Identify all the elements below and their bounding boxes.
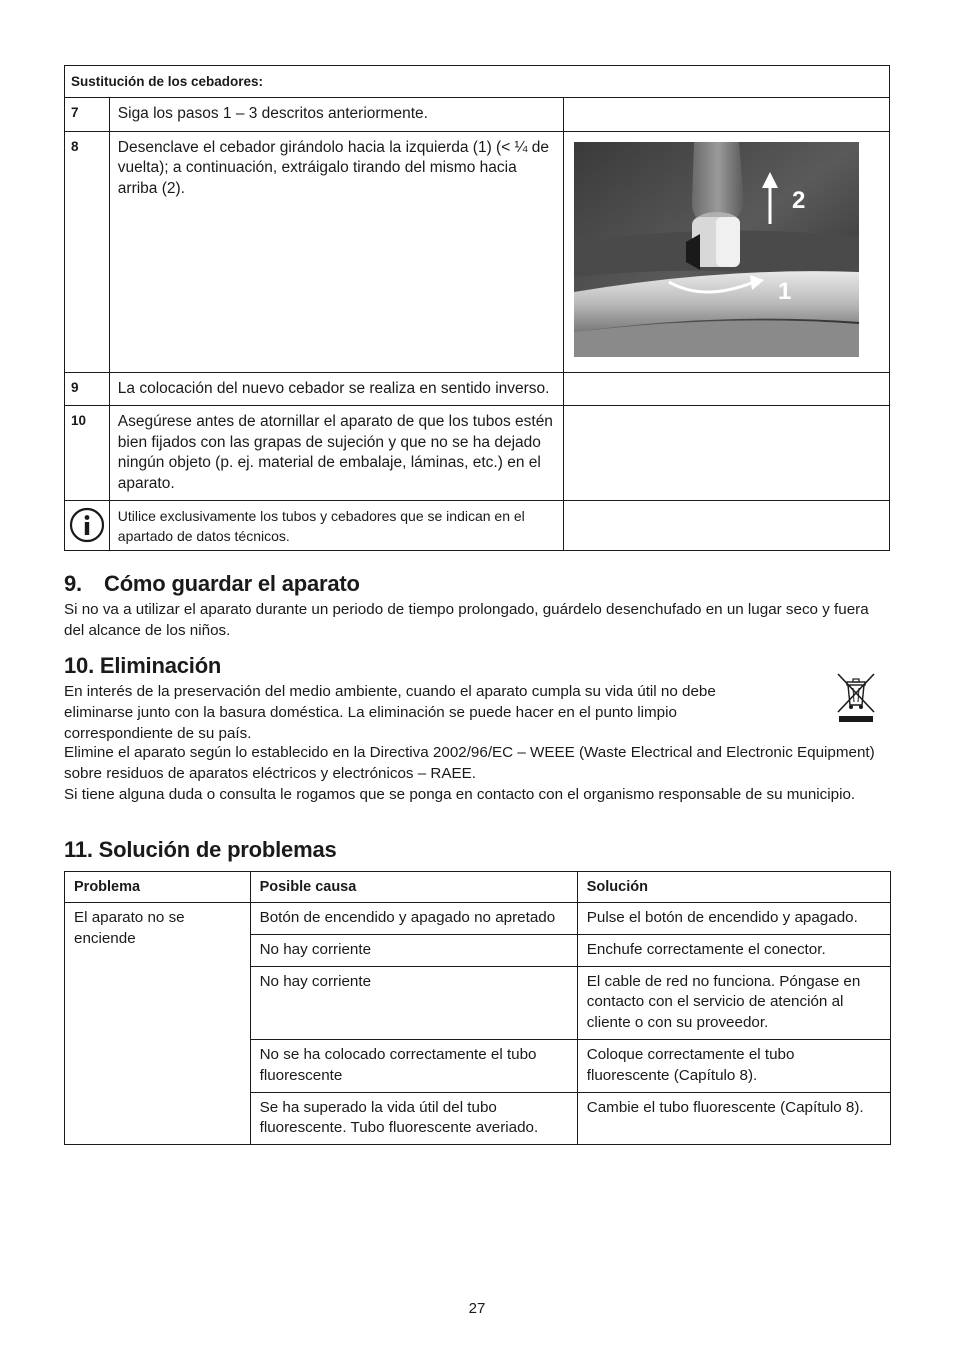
table-header-row [65, 872, 891, 903]
disposal-paragraph-3: Si tiene alguna duda o consulta le rogamos que se ponga en contacto con el organismo responsable de su municipio. [64, 786, 856, 803]
weee-bin-icon [836, 672, 876, 724]
info-note: Utilice exclusivamente los tubos y cebadores que se indican en el apartado de datos técnicos. [109, 501, 563, 551]
disposal-paragraph-1: En interés de la preservación del medio ambiente, cuando el aparato cumpla su vida útil no debe eliminarse junto con la basura doméstica. La eliminación se puede hacer en el punto limpio correspondiente de su país. [64, 683, 716, 742]
photo-label-2: 2 [792, 186, 806, 214]
header-problem: Problema [65, 872, 251, 903]
solution-cell: Enchufe correctamente el conector. [577, 934, 890, 966]
photo-cell [564, 131, 890, 372]
empty-cell [564, 98, 890, 132]
step-number: 7 [65, 98, 110, 132]
info-icon-cell [65, 501, 110, 551]
step-row-7 [65, 98, 890, 132]
page-number: 27 [468, 1300, 486, 1317]
step-text: Asegúrese antes de atornillar el aparato de que los tubos estén bien fijados con las grapas de sujeción y que no se ha dejado ningún objeto (p. ej. material de embalaje, láminas, etc.) en el aparato. [109, 406, 563, 501]
table-row [65, 903, 891, 935]
empty-cell [564, 372, 890, 406]
cause-cell: No se ha colocado correctamente el tubo fluorescente [250, 1039, 577, 1092]
solution-cell: Cambie el tubo fluorescente (Capítulo 8). [577, 1092, 890, 1145]
step-text: Desenclave el cebador girándolo hacia la izquierda (1) (< ¼ de vuelta); a continuación, extráigalo tirando del mismo hacia arriba (2). [109, 131, 563, 372]
header-solution: Solución [577, 872, 890, 903]
empty-cell [564, 406, 890, 501]
step-number: 10 [65, 406, 110, 501]
starter-removal-photo [574, 142, 859, 357]
table-header-row [65, 66, 890, 98]
problem-cell: El aparato no se enciende [65, 903, 251, 1145]
solution-cell: Pulse el botón de encendido y apagado. [577, 903, 890, 935]
cause-cell: Se ha superado la vida útil del tubo fluorescente. Tubo fluorescente averiado. [250, 1092, 577, 1145]
photo-label-1: 1 [778, 277, 792, 305]
section-number: 9. [64, 571, 82, 596]
section-troubleshooting-title: 11. Solución de problemas [64, 837, 337, 862]
section-title-text: Cómo guardar el aparato [104, 571, 360, 596]
cause-cell: No hay corriente [250, 934, 577, 966]
step-row-9 [65, 372, 890, 406]
starter-replacement-table [64, 65, 890, 551]
disposal-paragraph-2: Elimine el aparato según lo establecido en la Directiva 2002/96/EC – WEEE (Waste Electrical and Electronic Equipment) sobre residuos de aparatos eléctricos y electrónicos – RAEE. [64, 744, 875, 782]
info-row [65, 501, 890, 551]
step-row-8 [65, 131, 890, 372]
storage-text: Si no va a utilizar el aparato durante un periodo de tiempo prolongado, guárdelo desenchufado en un lugar seco y fuera del alcance de los niños. [64, 601, 869, 639]
step-number: 9 [65, 372, 110, 406]
solution-cell: El cable de red no funciona. Póngase en contacto con el servicio de atención al cliente o con su proveedor. [577, 966, 890, 1039]
section-storage-title [64, 571, 360, 597]
section-disposal-title: 10. Eliminación [64, 653, 222, 678]
cause-cell: No hay corriente [250, 966, 577, 1039]
step-row-10 [65, 406, 890, 501]
troubleshooting-table [64, 871, 891, 1145]
step-text: La colocación del nuevo cebador se realiza en sentido inverso. [109, 372, 563, 406]
step-text: Siga los pasos 1 – 3 descritos anteriormente. [109, 98, 563, 132]
table-header: Sustitución de los cebadores: [65, 66, 890, 98]
header-cause: Posible causa [250, 872, 577, 903]
solution-cell: Coloque correctamente el tubo fluorescente (Capítulo 8). [577, 1039, 890, 1092]
empty-cell [564, 501, 890, 551]
info-icon [69, 507, 105, 543]
cause-cell: Botón de encendido y apagado no apretado [250, 903, 577, 935]
step-number: 8 [65, 131, 110, 372]
